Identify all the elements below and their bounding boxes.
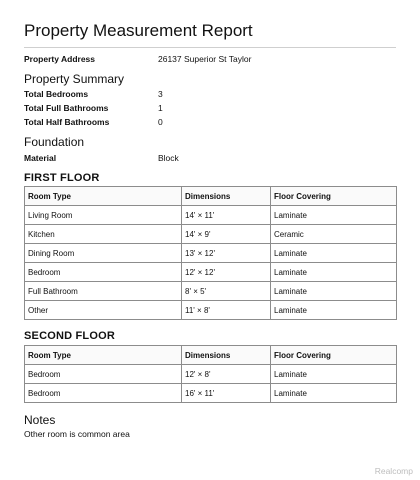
column-header: Dimensions [182, 187, 271, 206]
dimensions-cell: 8' × 5' [182, 282, 271, 301]
first-floor-heading: FIRST FLOOR [24, 172, 100, 184]
room-type-cell: Full Bathroom [25, 282, 182, 301]
dimensions-cell: 12' × 12' [182, 263, 271, 282]
room-type-cell: Other [25, 301, 182, 320]
summary-value-bedrooms: 3 [158, 89, 163, 99]
dimensions-cell: 16' × 11' [182, 384, 271, 403]
summary-label-bedrooms: Total Bedrooms [24, 89, 89, 99]
notes-text: Other room is common area [24, 429, 130, 439]
column-header: Floor Covering [271, 187, 397, 206]
column-header: Floor Covering [271, 346, 397, 365]
table-row [25, 384, 397, 403]
room-type-cell: Bedroom [25, 384, 182, 403]
realcomp-watermark: Realcomp [374, 466, 413, 476]
table-row [25, 282, 397, 301]
table-row [25, 225, 397, 244]
address-value: 26137 Superior St Taylor [158, 54, 252, 64]
table-header-row [25, 187, 397, 206]
dimensions-cell: 13' × 12' [182, 244, 271, 263]
floor-covering-cell: Laminate [271, 384, 397, 403]
foundation-value: Block [158, 153, 179, 163]
summary-value-half-baths: 0 [158, 117, 163, 127]
floor-covering-cell: Laminate [271, 263, 397, 282]
column-header: Room Type [25, 187, 182, 206]
room-type-cell: Dining Room [25, 244, 182, 263]
floor-covering-cell: Laminate [271, 244, 397, 263]
table-header-row [25, 346, 397, 365]
floor-covering-cell: Laminate [271, 206, 397, 225]
column-header: Room Type [25, 346, 182, 365]
dimensions-cell: 12' × 8' [182, 365, 271, 384]
dimensions-cell: 11' × 8' [182, 301, 271, 320]
foundation-heading: Foundation [24, 135, 85, 149]
first-floor-table [24, 186, 397, 320]
title-divider [24, 47, 396, 48]
second-floor-table [24, 345, 397, 403]
floor-covering-cell: Ceramic [271, 225, 397, 244]
foundation-label: Material [24, 153, 57, 163]
column-header: Dimensions [182, 346, 271, 365]
second-floor-heading: SECOND FLOOR [24, 330, 116, 342]
summary-label-full-baths: Total Full Bathrooms [24, 103, 109, 113]
room-type-cell: Kitchen [25, 225, 182, 244]
summary-heading: Property Summary [24, 72, 125, 86]
table-row [25, 263, 397, 282]
page-title: Property Measurement Report [24, 21, 253, 40]
notes-heading: Notes [24, 413, 56, 427]
floor-covering-cell: Laminate [271, 301, 397, 320]
dimensions-cell: 14' × 9' [182, 225, 271, 244]
room-type-cell: Bedroom [25, 365, 182, 384]
address-label: Property Address [24, 54, 96, 64]
table-row [25, 301, 397, 320]
summary-value-full-baths: 1 [158, 103, 163, 113]
table-row [25, 244, 397, 263]
table-row [25, 365, 397, 384]
summary-label-half-baths: Total Half Bathrooms [24, 117, 110, 127]
floor-covering-cell: Laminate [271, 282, 397, 301]
floor-covering-cell: Laminate [271, 365, 397, 384]
room-type-cell: Living Room [25, 206, 182, 225]
dimensions-cell: 14' × 11' [182, 206, 271, 225]
room-type-cell: Bedroom [25, 263, 182, 282]
table-row [25, 206, 397, 225]
